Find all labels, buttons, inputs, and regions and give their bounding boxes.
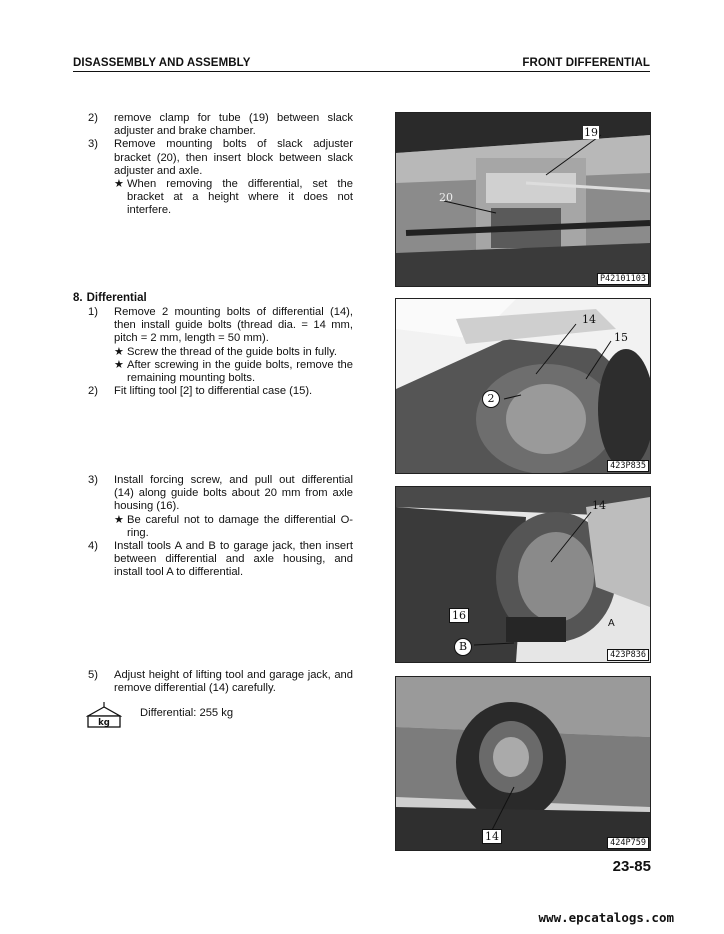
callout-label: 2 [482, 390, 500, 408]
callout-label: 16 [449, 608, 469, 623]
step-block-2 [88, 306, 353, 398]
callout-label: B [454, 638, 472, 656]
header-chapter-title: FRONT DIFFERENTIAL [522, 57, 650, 69]
step-note: ★ When removing the differential, set the bracket at a height where it does not interfere. [114, 178, 353, 217]
step-number: 2) [88, 385, 98, 398]
step-item [88, 385, 353, 398]
section-title [73, 292, 151, 304]
step-text: Adjust height of lifting tool and garage jack, and remove differential (14) carefully. [114, 669, 353, 695]
note-star-icon: ★ [114, 513, 125, 526]
step-number: 4) [88, 540, 98, 553]
page-number: 23-85 [612, 858, 651, 875]
callout-label: 19 [584, 126, 598, 139]
section-number: 8. [73, 292, 83, 304]
section-name: Differential [86, 292, 147, 304]
callout-label: 14 [482, 829, 502, 844]
photo-slack-adjuster [395, 112, 651, 287]
weight-kg-icon [86, 702, 122, 733]
step-number: 1) [88, 306, 98, 318]
step-block-3 [88, 474, 353, 580]
callout-label: 20 [439, 191, 453, 204]
step-number: 5) [88, 669, 98, 681]
step-note: ★ After screwing in the guide bolts, remove the remaining mounting bolts. [114, 358, 353, 385]
step-item [88, 540, 353, 580]
callout-label: 15 [614, 331, 628, 344]
step-text: Fit lifting tool [2] to differential case (15). [114, 385, 313, 398]
step-number: 3) [88, 138, 98, 151]
note-star-icon: ★ [114, 178, 125, 191]
photo-caption: 423P836 [607, 649, 649, 661]
photo-caption: P42101103 [597, 273, 649, 285]
step-block-4 [88, 669, 353, 695]
photo-axle-housing [395, 486, 651, 663]
step-block-1 [88, 112, 353, 218]
step-number: 2) [88, 112, 98, 124]
step-item [88, 474, 353, 514]
note-star-icon: ★ [114, 358, 125, 371]
header-section-title: DISASSEMBLY AND ASSEMBLY [73, 57, 251, 69]
step-note: ★ Be careful not to damage the differential O-ring. [114, 513, 353, 539]
callout-label: 14 [582, 313, 596, 326]
photo-caption: 424P759 [607, 837, 649, 849]
step-item [88, 112, 353, 138]
step-text: Remove mounting bolts of slack adjuster bracket (20), then insert block between slack adjuster and axle. [114, 138, 353, 177]
step-text: Remove 2 mounting bolts of differential (14), then install guide bolts (thread dia. = 14 mm, pitch = 2 mm, length = 50 mm). [114, 306, 353, 345]
step-number: 3) [88, 474, 98, 486]
weight-icon-label: kg [98, 718, 110, 728]
step-text: Install tools A and B to garage jack, then insert between differential and axle housing, and install tool A to differential. [114, 540, 353, 579]
watermark-url[interactable]: www.epcatalogs.com [538, 910, 674, 925]
header-rule [73, 71, 650, 72]
step-text: remove clamp for tube (19) between slack adjuster and brake chamber. [114, 112, 353, 138]
callout-label: 14 [592, 499, 606, 512]
photo-differential-case [395, 298, 651, 474]
photo-caption: 423P835 [607, 460, 649, 472]
step-item [88, 138, 353, 178]
note-star-icon: ★ [114, 345, 125, 358]
callout-label: A [608, 618, 615, 629]
step-item [88, 306, 353, 346]
photo-differential-removed [395, 676, 651, 851]
step-text: Install forcing screw, and pull out differential (14) along guide bolts about 20 mm from axle housing (16). [114, 474, 353, 513]
step-note: ★ Screw the thread of the guide bolts in fully. [114, 345, 337, 358]
step-item [88, 669, 353, 695]
weight-text: Differential: 255 kg [140, 707, 234, 719]
